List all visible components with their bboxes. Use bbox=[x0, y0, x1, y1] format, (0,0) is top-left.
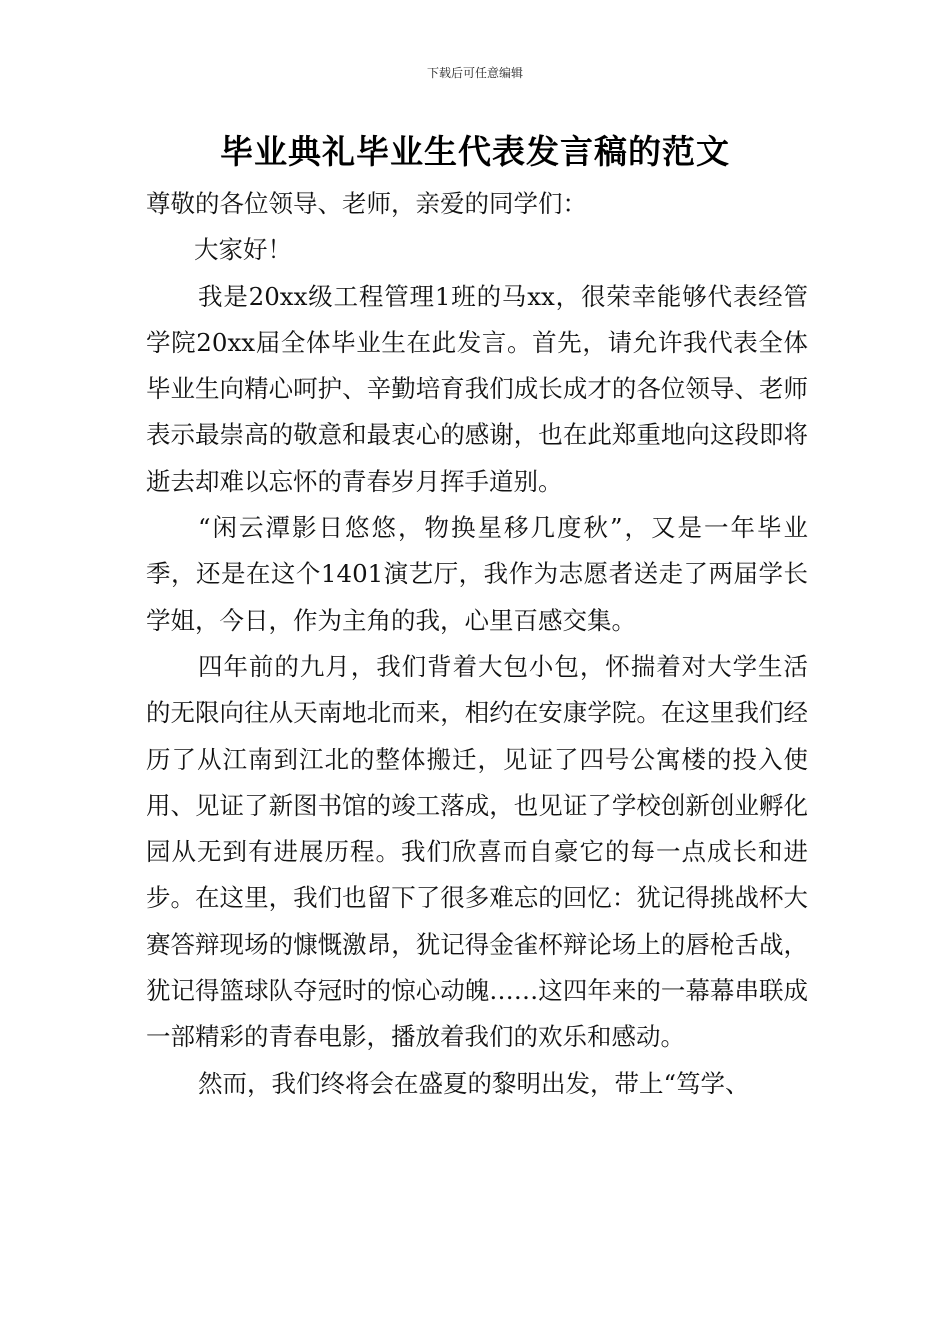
paragraph: “闲云潭影日悠悠，物换星移几度秋”，又是一年毕业季，还是在这个1401演艺厅，我作为志愿者送走了两届学长学姐，今日，作为主角的我，心里百感交集。 bbox=[146, 513, 808, 635]
paragraph: 然而，我们终将会在盛夏的黎明出发，带上“笃学、 bbox=[198, 1068, 750, 1098]
document-body bbox=[146, 181, 808, 1107]
paragraph: 四年前的九月，我们背着大包小包，怀揣着对大学生活的无限向往从天南地北而来，相约在安康学院。在这里我们经历了从江南到江北的整体搬迁，见证了四号公寓楼的投入使用、见证了新图书馆的竣工落成，也见证了学校创新创业孵化园从无到有进展历程。我们欣喜而自豪它的每一点成长和进步。在这里，我们也留下了很多难忘的回忆：犹记得挑战杯大赛答辩现场的慷慨激昂，犹记得金雀杯辩论场上的唇枪舌战，犹记得篮球队夺冠时的惊心动魄……这四年来的一幕幕串联成一部精彩的青春电影，播放着我们的欢乐和感动。 bbox=[146, 651, 808, 1052]
header-note: 下载后可任意编辑 bbox=[426, 66, 523, 80]
document-title: 毕业典礼毕业生代表发言稿的范文 bbox=[220, 132, 730, 171]
salutation: 尊敬的各位领导、老师，亲爱的同学们： bbox=[146, 189, 587, 218]
paragraph: 我是20xx级工程管理1班的马xx，很荣幸能够代表经管学院20xx届全体毕业生在此发言。首先，请允许我代表全体毕业生向精心呵护、辛勤培育我们成长成才的各位领导、老师表示最崇高的敬意和最衷心的感谢，也在此郑重地向这段即将逝去却难以忘怀的青春岁月挥手道别。 bbox=[146, 281, 808, 496]
greeting: 大家好！ bbox=[194, 235, 292, 265]
